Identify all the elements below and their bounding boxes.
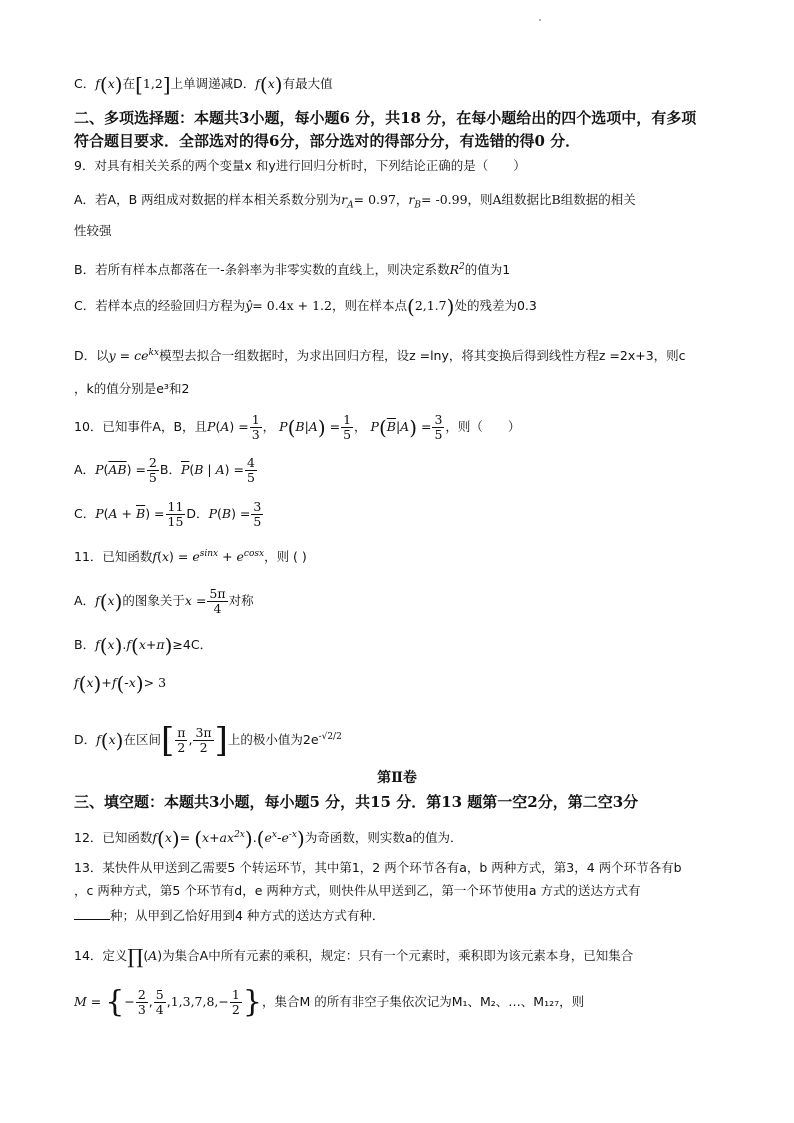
q11-option-b: B．f(x).f(x+π)≥4C．	[74, 633, 213, 658]
section2-heading-line1: 二、多项选择题：本题共3小题，每小题6 分，共18 分，在每小题给出的四个选项中，有多项	[74, 109, 697, 127]
answer-blank[interactable]	[74, 907, 110, 920]
q9-option-c: C．若样本点的经验回归方程为ŷ= 0.4x + 1.2，则在样本点(2,1.7)处的残差为0.3	[74, 294, 537, 319]
q13-line3: 种；从甲到乙恰好用到4 种方式的送达方式有种．	[74, 907, 384, 925]
part2-title: 第Ⅱ卷	[377, 770, 417, 786]
section3-heading: 三、填空题：本题共3小题，每小题5 分，共15 分．第13 题第一空2分，第二空3分	[74, 793, 639, 811]
q10-stem: 10．已知事件A，B，且P(A) = $\frac{1}{3}$ ， P(B|A) = $\frac{1}{5}$ ， $P(\overline{B}|A)$ = $\frac{3}{5}$ ，则（ ）	[74, 412, 521, 442]
q9-option-d: D．以$y = ce^{kx}$模型去拟合一组数据时，为求出回归方程，设z =lny，将其变换后得到线性方程z =2x+3，则c	[74, 348, 686, 364]
q10-options-ab: A．$P(\overline{AB})$ = $\frac{2}{5}$ B．$\overline{P}(B$ | A) = $\frac{4}{5}$	[74, 455, 255, 485]
q9-option-b: B．若所有样本点都落在一-条斜率为非零实数的直线上，则决定系数$R^2$的值为1	[74, 262, 511, 278]
section2-heading-line2: 符合题目要求．全部选对的得6分，部分选对的得部分分，有选错的得0 分．	[74, 132, 581, 150]
scan-dot	[539, 19, 541, 21]
q11-option-a: A．f(x)的图象关于x = $\frac{5\pi}{4}$ 对称	[74, 586, 254, 616]
q11-option-c: f(x)+f(-x)> 3	[74, 671, 167, 696]
q10-options-cd: C．$P(A + \overline{B})$ = $\frac{11}{15}$ D．P(B) = $\frac{3}{5}$	[74, 499, 262, 529]
q13-line1: 13．某快件从甲送到乙需要5 个转运环节，其中第1，2 两个环节各有a，b 两种方式，第3，4 两个环节各有b	[74, 860, 682, 875]
q9-option-d-cont: ，k的值分别是e³和2	[74, 381, 190, 396]
q12-stem: 12．已知函数$f(x)= (x+ax^{2x}).(e^x-e^{-x})$为奇函数，则实数a的值为．	[74, 826, 463, 851]
q9-stem: 9．对具有相关关系的两个变量x 和y进行回归分析时，下列结论正确的是（ ）	[74, 158, 526, 173]
q9-option-a-cont: 性较强	[74, 223, 112, 238]
q9-option-a: A．若A，B 两组成对数据的样本相关系数分别为$r_A= 0.97$，$r_B= -0.99$，则A组数据比B组数据的相关	[74, 192, 636, 211]
q13-line2: ，c 两种方式，第5 个环节有d，e 两种方式，则快件从甲送到乙，第一个环节使用a 方式的送达方式有	[74, 883, 641, 898]
q11-stem: 11．已知函数$f(x) = e^{sinx} + e^{cosx}$，则 ( )	[74, 549, 307, 565]
q14-line2: M = {− $\frac{2}{3}$ , $\frac{5}{4}$ ,1,3,7,8,− $\frac{1}{2}$ }，集合M 的所有非空子集依次记为M₁、M₂、…、M₁₂₇，则	[74, 984, 585, 1020]
q8-options-cd: C．f(x)在[1,2]上单调递减D．f(x)有最大值	[74, 72, 333, 97]
q14-line1: 14．定义∏(A)为集合A中所有元素的乘积，规定：只有一个元素时，乘积即为该元素本身，已知集合	[74, 944, 634, 969]
q11-option-d: D．f(x)在区间[ $\frac{\pi}{2}$ , $\frac{3\pi}{2}$ ]上的极小值为$2e^{-√2/2}$	[74, 720, 342, 761]
